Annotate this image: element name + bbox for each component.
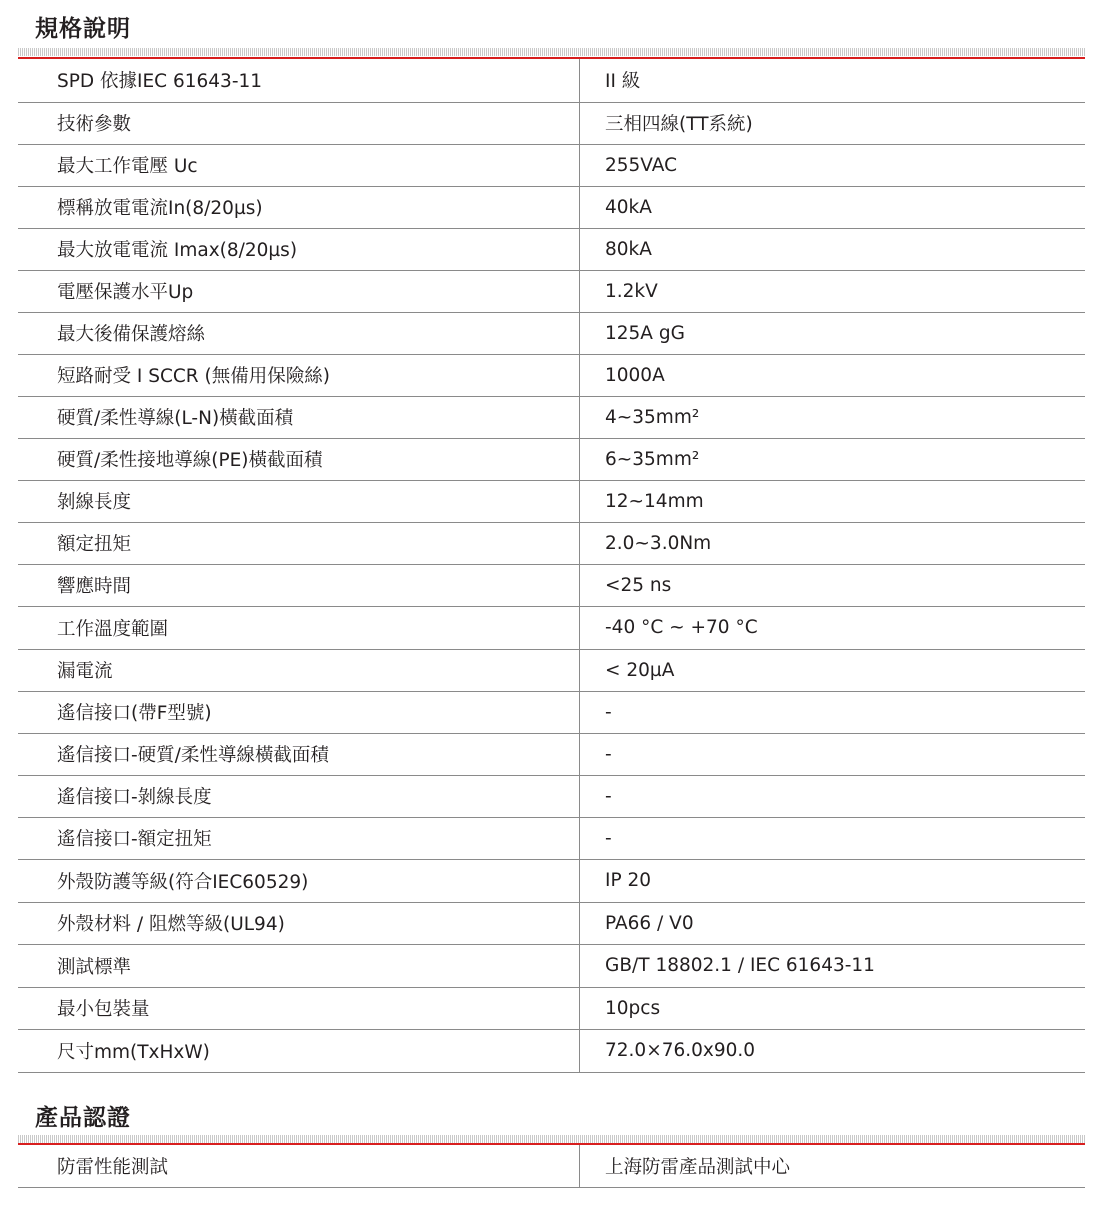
table-row xyxy=(18,564,1085,606)
spec-value: - xyxy=(580,691,1086,733)
table-row xyxy=(18,270,1085,312)
spec-label: 硬質/柔性導線(L-N)橫截面積 xyxy=(18,396,580,438)
spec-section-title: 規格說明 xyxy=(35,16,131,42)
spec-title-hatch-divider xyxy=(18,48,1085,56)
spec-value: - xyxy=(580,775,1086,817)
spec-label: 外殼防護等級(符合IEC60529) xyxy=(18,859,580,902)
spec-label: 測試標準 xyxy=(18,944,580,987)
table-row xyxy=(18,1029,1085,1072)
spec-label: 遙信接口(帶F型號) xyxy=(18,691,580,733)
spec-value: 72.0×76.0x90.0 xyxy=(580,1029,1086,1072)
spec-label: 遙信接口-額定扭矩 xyxy=(18,817,580,859)
spec-label: 響應時間 xyxy=(18,564,580,606)
table-row xyxy=(18,944,1085,987)
table-row xyxy=(18,228,1085,270)
spec-label: 工作溫度範圍 xyxy=(18,606,580,649)
spec-value: 40kA xyxy=(580,186,1086,228)
spec-value: 1000A xyxy=(580,354,1086,396)
spec-label: 遙信接口-剝線長度 xyxy=(18,775,580,817)
spec-label: SPD 依據IEC 61643-11 xyxy=(18,59,580,102)
spec-value: 2.0~3.0Nm xyxy=(580,522,1086,564)
spec-label: 最小包裝量 xyxy=(18,987,580,1029)
spec-label: 遙信接口-硬質/柔性導線橫截面積 xyxy=(18,733,580,775)
spec-value: II 級 xyxy=(580,59,1086,102)
spec-value: 255VAC xyxy=(580,144,1086,186)
spec-label: 技術參數 xyxy=(18,102,580,144)
spec-label: 硬質/柔性接地導線(PE)橫截面積 xyxy=(18,438,580,480)
spec-value: -40 °C ~ +70 °C xyxy=(580,606,1086,649)
table-row xyxy=(18,312,1085,354)
table-row xyxy=(18,902,1085,944)
spec-value: 4~35mm² xyxy=(580,396,1086,438)
spec-label: 最大後備保護熔絲 xyxy=(18,312,580,354)
spec-value: IP 20 xyxy=(580,859,1086,902)
spec-label: 短路耐受 I SCCR (無備用保險絲) xyxy=(18,354,580,396)
spec-label: 電壓保護水平Up xyxy=(18,270,580,312)
spec-label: 最大工作電壓 Uc xyxy=(18,144,580,186)
table-row xyxy=(18,480,1085,522)
table-row xyxy=(18,186,1085,228)
spec-value: 125A gG xyxy=(580,312,1086,354)
spec-label: 外殼材料 / 阻燃等級(UL94) xyxy=(18,902,580,944)
spec-value: <25 ns xyxy=(580,564,1086,606)
spec-value: GB/T 18802.1 / IEC 61643-11 xyxy=(580,944,1086,987)
spec-value: 上海防雷產品測試中心 xyxy=(580,1145,1086,1187)
spec-value: 10pcs xyxy=(580,987,1086,1029)
table-row xyxy=(18,775,1085,817)
spec-table xyxy=(18,59,1085,1073)
cert-section-title: 產品認證 xyxy=(35,1105,131,1131)
table-row xyxy=(18,649,1085,691)
spec-value: 80kA xyxy=(580,228,1086,270)
table-row xyxy=(18,354,1085,396)
spec-label: 額定扭矩 xyxy=(18,522,580,564)
spec-label: 標稱放電電流In(8/20µs) xyxy=(18,186,580,228)
spec-label: 最大放電電流 Imax(8/20µs) xyxy=(18,228,580,270)
table-row xyxy=(18,987,1085,1029)
spec-label: 漏電流 xyxy=(18,649,580,691)
cert-title-hatch-divider xyxy=(18,1135,1085,1143)
table-row xyxy=(18,144,1085,186)
spec-value: 6~35mm² xyxy=(580,438,1086,480)
table-row xyxy=(18,59,1085,102)
table-row xyxy=(18,817,1085,859)
table-row xyxy=(18,396,1085,438)
spec-value: - xyxy=(580,733,1086,775)
spec-value: 1.2kV xyxy=(580,270,1086,312)
spec-value: 三相四線(TT系統) xyxy=(580,102,1086,144)
table-row xyxy=(18,522,1085,564)
spec-value: < 20µA xyxy=(580,649,1086,691)
spec-label: 防雷性能測試 xyxy=(18,1145,580,1187)
spec-value: 12~14mm xyxy=(580,480,1086,522)
table-row xyxy=(18,859,1085,902)
table-row xyxy=(18,1145,1085,1187)
table-row xyxy=(18,606,1085,649)
spec-label: 剝線長度 xyxy=(18,480,580,522)
table-row xyxy=(18,438,1085,480)
table-row xyxy=(18,733,1085,775)
spec-value: PA66 / V0 xyxy=(580,902,1086,944)
table-row xyxy=(18,102,1085,144)
spec-label: 尺寸mm(TxHxW) xyxy=(18,1029,580,1072)
cert-table xyxy=(18,1145,1085,1188)
spec-value: - xyxy=(580,817,1086,859)
table-row xyxy=(18,691,1085,733)
